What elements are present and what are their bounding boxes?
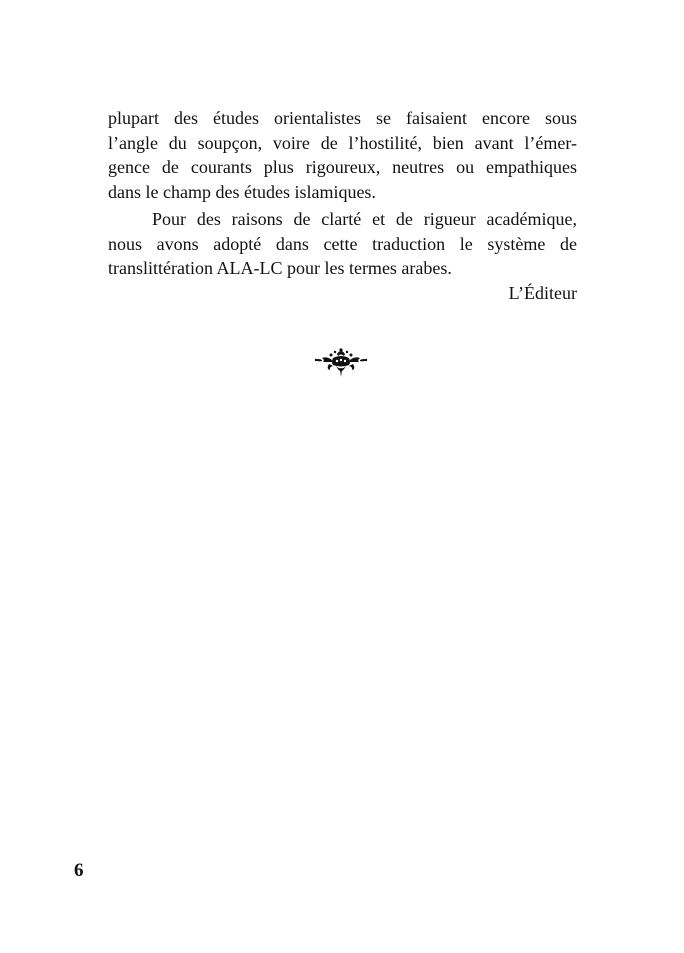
text-line: nous avons adopté dans cette traduction le système de bbox=[108, 233, 577, 254]
text-line: l’angle du soupçon, voire de l’hostilité, bien avant l’émer- bbox=[108, 132, 577, 153]
signature: L’Éditeur bbox=[508, 282, 577, 303]
paragraph-1 bbox=[108, 106, 577, 204]
text-line: dans le champ des études islamiques. bbox=[108, 181, 376, 202]
text-line: plupart des études orientalistes se faisaient encore sous bbox=[108, 108, 577, 128]
page-number: 6 bbox=[74, 860, 84, 881]
text-line: gence de courants plus rigoureux, neutres ou empathiques bbox=[108, 157, 577, 177]
body-text bbox=[108, 106, 577, 305]
paragraph-2 bbox=[108, 207, 577, 281]
text-line: translittération ALA-LC pour les termes arabes. bbox=[108, 258, 452, 278]
text-line: Pour des raisons de clarté et de rigueur académique, bbox=[152, 209, 577, 229]
fleuron-ornament-icon bbox=[313, 346, 369, 378]
